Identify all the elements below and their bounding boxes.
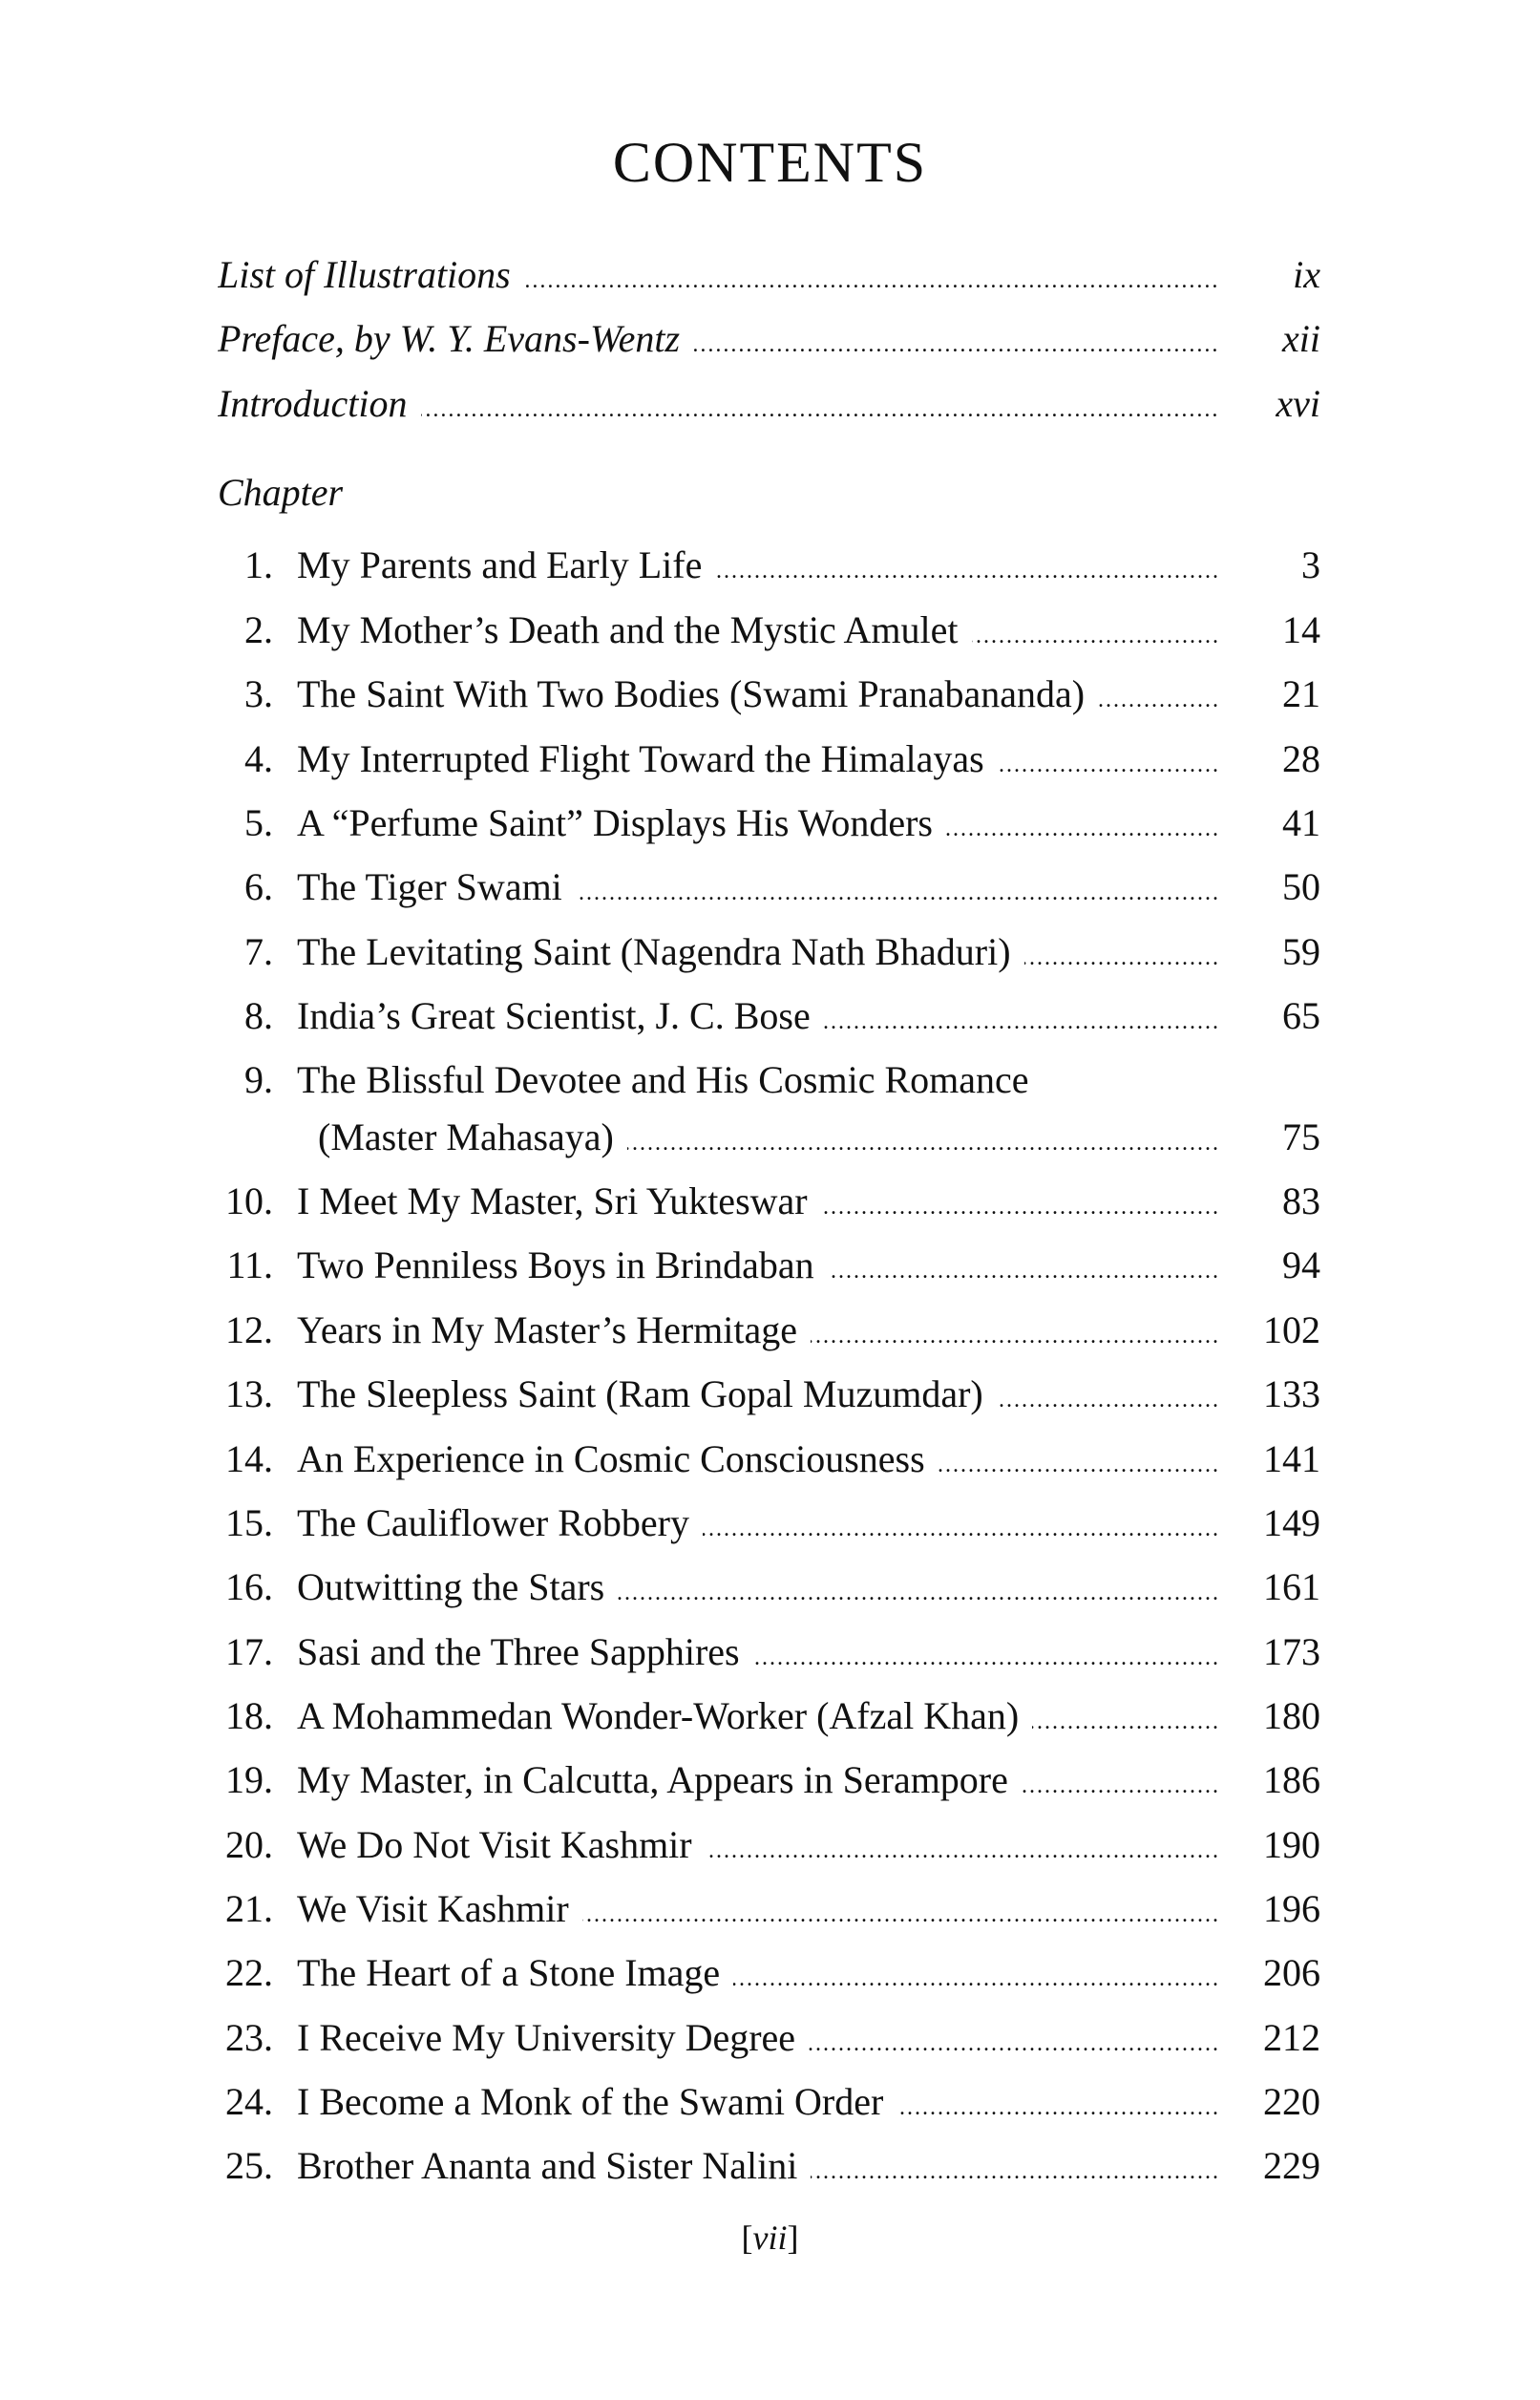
entry-title: A “Perfume Saint” Displays His Wonders <box>297 801 933 844</box>
table-of-contents <box>218 0 1320 2400</box>
dot-leader <box>618 1564 1220 1616</box>
toc-entry-chapter <box>218 537 1320 594</box>
dot-leader <box>706 1822 1220 1874</box>
chapter-number: 18. <box>225 1694 273 1737</box>
entry-title-continuation: (Master Mahasaya) <box>318 1115 614 1158</box>
page-number: 83 <box>1282 1179 1320 1222</box>
page-number: 133 <box>1263 1372 1320 1415</box>
chapter-number: 12. <box>225 1308 273 1351</box>
toc-entry-chapter <box>218 1752 1320 1809</box>
toc-entry-list-of-illustrations <box>218 246 1320 304</box>
chapter-number: 2. <box>244 608 273 651</box>
dot-leader <box>811 1307 1220 1359</box>
dot-leader <box>939 1436 1220 1488</box>
dot-leader <box>627 1115 1220 1166</box>
chapter-number: 13. <box>225 1372 273 1415</box>
toc-entry-chapter <box>218 1880 1320 1938</box>
entry-title: My Interrupted Flight Toward the Himalayas <box>297 737 984 780</box>
chapter-number: 9. <box>244 1058 273 1101</box>
dot-leader <box>897 2079 1220 2131</box>
page-number: 161 <box>1263 1565 1320 1608</box>
toc-entry-chapter <box>218 795 1320 852</box>
chapter-number: 7. <box>244 930 273 973</box>
page-number: 220 <box>1263 2080 1320 2123</box>
page-number: 186 <box>1263 1758 1320 1801</box>
dot-leader <box>524 252 1220 304</box>
page-number: 94 <box>1282 1243 1320 1286</box>
chapter-number: 4. <box>244 737 273 780</box>
toc-entry-chapter <box>218 1944 1320 2002</box>
toc-entry-chapter <box>218 2137 1320 2195</box>
toc-entry-chapter <box>218 1624 1320 1681</box>
toc-entry-chapter <box>218 1431 1320 1488</box>
page-number: 180 <box>1263 1694 1320 1737</box>
chapter-number: 17. <box>225 1630 273 1673</box>
dot-leader <box>1022 1757 1220 1809</box>
entry-title: I Become a Monk of the Swami Order <box>297 2080 884 2123</box>
dot-leader <box>809 2015 1220 2067</box>
entry-title: The Saint With Two Bodies (Swami Pranabananda) <box>297 672 1086 715</box>
entry-title: The Blissful Devotee and His Cosmic Romance <box>297 1058 1029 1101</box>
chapter-number: 1. <box>244 543 273 586</box>
page-title: CONTENTS <box>612 131 928 194</box>
toc-entry-chapter <box>218 859 1320 916</box>
page-number: 21 <box>1282 672 1320 715</box>
entry-title: My Parents and Early Life <box>297 543 703 586</box>
dot-leader <box>576 864 1220 916</box>
chapter-number: 20. <box>225 1823 273 1866</box>
dot-leader <box>811 2143 1220 2195</box>
page-number: 190 <box>1263 1823 1320 1866</box>
page-number: 75 <box>1282 1115 1320 1158</box>
entry-title: The Heart of a Stone Image <box>297 1951 721 1994</box>
entry-title: My Mother’s Death and the Mystic Amulet <box>297 608 959 651</box>
toc-entry-chapter <box>218 1237 1320 1294</box>
entry-title: An Experience in Cosmic Consciousness <box>297 1437 925 1480</box>
dot-leader <box>715 542 1220 594</box>
dot-leader <box>821 1179 1220 1230</box>
page-number: 212 <box>1263 2016 1320 2059</box>
toc-entry-introduction <box>218 375 1320 433</box>
entry-title: We Visit Kashmir <box>297 1887 569 1930</box>
toc-entry-chapter-9-first-line <box>244 1051 1029 1109</box>
folio-open-bracket: [ <box>741 2219 753 2257</box>
dot-leader <box>753 1629 1220 1681</box>
chapter-number: 11. <box>226 1243 273 1286</box>
entry-title: I Meet My Master, Sri Yukteswar <box>297 1179 808 1222</box>
page-number: 229 <box>1263 2144 1320 2187</box>
entry-title: Sasi and the Three Sapphires <box>297 1630 740 1673</box>
dot-leader <box>582 1886 1220 1938</box>
page-number: xvi <box>1276 382 1320 425</box>
page-folio <box>0 2214 1540 2262</box>
entry-title: The Tiger Swami <box>297 865 562 908</box>
chapter-number: 3. <box>244 672 273 715</box>
chapter-number: 23. <box>225 2016 273 2059</box>
chapter-number: 14. <box>225 1437 273 1480</box>
page-number: 65 <box>1282 994 1320 1037</box>
chapter-number: 21. <box>225 1887 273 1930</box>
toc-entry-chapter <box>218 731 1320 788</box>
page-number: ix <box>1293 253 1320 296</box>
toc-entry-chapter <box>218 1559 1320 1616</box>
dot-leader <box>972 607 1221 659</box>
entry-title: My Master, in Calcutta, Appears in Serampore <box>297 1758 1008 1801</box>
page-number: 206 <box>1263 1951 1320 1994</box>
dot-leader <box>1032 1693 1220 1745</box>
chapter-number: 16. <box>225 1565 273 1608</box>
entry-title: I Receive My University Degree <box>297 2016 796 2059</box>
dot-leader <box>946 800 1220 852</box>
dot-leader <box>828 1242 1220 1294</box>
toc-entry-chapter <box>218 2073 1320 2131</box>
entry-title: Outwitting the Stars <box>297 1565 605 1608</box>
toc-entry-chapter-9-continuation <box>218 1109 1320 1166</box>
toc-entry-chapter <box>218 1302 1320 1359</box>
folio-close-bracket: ] <box>787 2219 799 2257</box>
dot-leader <box>733 1950 1220 2002</box>
chapter-number: 22. <box>225 1951 273 1994</box>
toc-entry-chapter <box>218 1688 1320 1745</box>
dot-leader <box>1098 671 1220 723</box>
entry-title: A Mohammedan Wonder-Worker (Afzal Khan) <box>297 1694 1020 1737</box>
page-number: 14 <box>1282 608 1320 651</box>
dot-leader <box>693 316 1220 368</box>
page-number: 173 <box>1263 1630 1320 1673</box>
entry-title: We Do Not Visit Kashmir <box>297 1823 692 1866</box>
dot-leader <box>1024 929 1220 981</box>
chapter-number: 10. <box>225 1179 273 1222</box>
page-number: 28 <box>1282 737 1320 780</box>
chapter-number: 8. <box>244 994 273 1037</box>
chapter-label: Chapter <box>218 471 344 514</box>
dot-leader <box>703 1500 1220 1552</box>
entry-title: Introduction <box>218 382 408 425</box>
chapter-number: 5. <box>244 801 273 844</box>
folio-number: vii <box>752 2219 788 2257</box>
page-number: 50 <box>1282 865 1320 908</box>
toc-entry-chapter <box>218 1173 1320 1230</box>
chapter-number: 19. <box>225 1758 273 1801</box>
toc-entry-chapter <box>218 1816 1320 1874</box>
toc-entry-chapter <box>218 1495 1320 1552</box>
toc-entry-chapter <box>218 1366 1320 1423</box>
dot-leader <box>997 1371 1220 1423</box>
entry-title: India’s Great Scientist, J. C. Bose <box>297 994 811 1037</box>
entry-title: Brother Ananta and Sister Nalini <box>297 2144 798 2187</box>
page-number: 149 <box>1263 1501 1320 1544</box>
entry-title: The Cauliflower Robbery <box>297 1501 689 1544</box>
toc-entry-chapter <box>218 666 1320 723</box>
toc-entry-chapter <box>218 988 1320 1045</box>
dot-leader <box>421 381 1221 433</box>
entry-title: Preface, by W. Y. Evans-Wentz <box>218 317 681 360</box>
entry-title: Two Penniless Boys in Brindaban <box>297 1243 814 1286</box>
dot-leader <box>824 993 1220 1045</box>
chapter-number: 6. <box>244 865 273 908</box>
chapter-number: 15. <box>225 1501 273 1544</box>
page-number: 102 <box>1263 1308 1320 1351</box>
toc-entry-preface <box>218 310 1320 368</box>
chapter-number: 25. <box>225 2144 273 2187</box>
toc-entry-chapter <box>218 2009 1320 2067</box>
entry-title: The Sleepless Saint (Ram Gopal Muzumdar) <box>297 1372 983 1415</box>
entry-title: Years in My Master’s Hermitage <box>297 1308 798 1351</box>
page-number: 3 <box>1301 543 1320 586</box>
entry-title: List of Illustrations <box>218 253 511 296</box>
page-number: 196 <box>1263 1887 1320 1930</box>
toc-entry-chapter <box>218 924 1320 981</box>
entry-title: The Levitating Saint (Nagendra Nath Bhaduri) <box>297 930 1011 973</box>
dot-leader <box>998 736 1220 788</box>
page-number: 141 <box>1263 1437 1320 1480</box>
page-number: 41 <box>1282 801 1320 844</box>
page-number: 59 <box>1282 930 1320 973</box>
toc-entry-chapter <box>218 602 1320 659</box>
page-number: xii <box>1282 317 1320 360</box>
chapter-number: 24. <box>225 2080 273 2123</box>
